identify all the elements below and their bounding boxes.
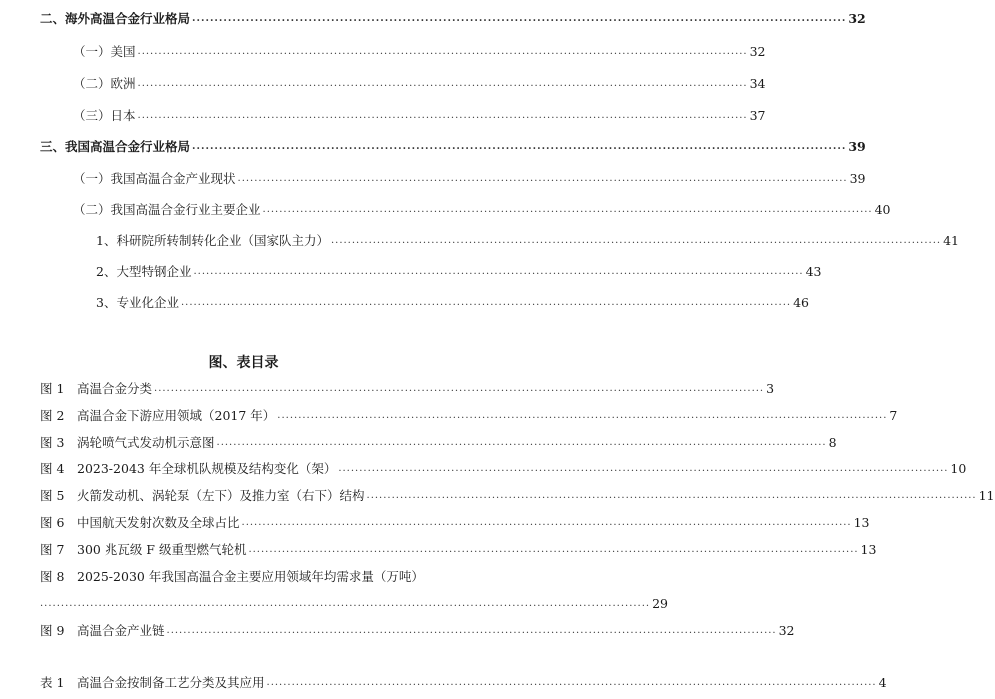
- figure-entry[interactable]: [0, 405, 898, 425]
- toc-entry-label: （一）美国: [73, 44, 136, 59]
- table-entry[interactable]: [0, 672, 887, 692]
- figure-number: 图 9: [40, 623, 65, 638]
- figure-title: 中国航天发射次数及全球占比: [77, 515, 240, 530]
- toc-entry[interactable]: [0, 41, 766, 61]
- toc-entry-label: （二）我国高温合金行业主要企业: [73, 202, 261, 217]
- figures-heading: 图、表目录: [208, 355, 279, 371]
- figure-page: 13: [860, 541, 877, 557]
- toc-entry-page: 40: [874, 201, 891, 217]
- figure-title: 涡轮喷气式发动机示意图: [77, 435, 215, 450]
- toc-entry-label: 1、科研院所转制转化企业（国家队主力）: [96, 233, 329, 248]
- figure-number: 图 5: [40, 488, 65, 503]
- toc-entry-label: 3、专业化企业: [96, 295, 179, 310]
- toc-entry-label: （三）日本: [73, 108, 136, 123]
- figure-title: 火箭发动机、涡轮泵（左下）及推力室（右下）结构: [77, 488, 365, 503]
- toc-entry[interactable]: [0, 199, 891, 219]
- figure-number: 图 4: [40, 461, 65, 476]
- figure-entry[interactable]: [0, 485, 995, 505]
- leader-dots: ..................................................................................................................................................: [338, 463, 949, 474]
- toc-entry-label: 二、海外高温合金行业格局: [40, 11, 191, 26]
- figure-title: 高温合金产业链: [77, 623, 165, 638]
- figure-page: 7: [889, 407, 898, 423]
- toc-entry[interactable]: [0, 73, 766, 93]
- leader-dots: ..................................................................................................................................................: [192, 141, 847, 152]
- figure-entry[interactable]: [0, 378, 775, 398]
- leader-dots: ..................................................................................................................................................: [330, 235, 942, 246]
- toc-entry[interactable]: [0, 168, 866, 188]
- leader-dots: ..................................................................................................................................................: [137, 46, 748, 57]
- table-page: 4: [878, 674, 887, 690]
- figure-page: 29: [652, 595, 668, 611]
- figure-page: 11: [978, 487, 995, 503]
- figure-page: 10: [950, 460, 967, 476]
- leader-dots: ..................................................................................................................................................: [216, 437, 827, 448]
- figure-entry[interactable]: [0, 620, 795, 640]
- toc-entry[interactable]: [0, 230, 959, 250]
- toc-entry-page: 43: [805, 263, 822, 279]
- leader-dots: ..................................................................................................................................................: [166, 625, 777, 636]
- figure-entry[interactable]: [0, 458, 967, 478]
- figure-title: 300 兆瓦级 F 级重型燃气轮机: [77, 542, 247, 557]
- toc-entry-label: （一）我国高温合金产业现状: [73, 171, 236, 186]
- leader-dots: ..................................................................................................................................................: [248, 544, 859, 555]
- toc-entry[interactable]: [0, 261, 822, 281]
- figure-page: 32: [778, 622, 795, 638]
- toc-entry-label: （二）欧洲: [73, 76, 136, 91]
- leader-dots: ..................................................................................................................................................: [241, 517, 852, 528]
- leader-dots: ..................................................................................................................................................: [137, 78, 748, 89]
- figure-page: 3: [766, 380, 775, 396]
- toc-entry-page: 41: [943, 232, 959, 248]
- leader-dots: ..................................................................................................................................................: [40, 598, 651, 609]
- figure-number: 图 7: [40, 542, 65, 557]
- figure-number: 图 1: [40, 381, 65, 396]
- figure-title: 2025-2030 年我国高温合金主要应用领域年均需求量（万吨）: [77, 569, 424, 584]
- toc-entry-page: 39: [848, 138, 866, 154]
- toc-entry-page: 32: [749, 43, 766, 59]
- leader-dots: ..................................................................................................................................................: [262, 204, 873, 215]
- toc-entry-page: 32: [848, 10, 866, 26]
- leader-dots: ..................................................................................................................................................: [366, 490, 977, 501]
- table-number: 表 1: [40, 675, 65, 690]
- figure-title: 2023-2043 年全球机队规模及结构变化（架）: [77, 461, 337, 476]
- figure-entry-continuation[interactable]: [0, 593, 668, 613]
- leader-dots: ..................................................................................................................................................: [237, 173, 848, 184]
- toc-entry-label: 三、我国高温合金行业格局: [40, 139, 191, 154]
- figure-entry[interactable]: [0, 539, 877, 559]
- figure-number: 图 8: [40, 569, 65, 584]
- toc-entry-page: 34: [749, 75, 766, 91]
- toc-entry[interactable]: [0, 8, 866, 28]
- leader-dots: ..................................................................................................................................................: [277, 410, 888, 421]
- figure-title: 高温合金分类: [77, 381, 153, 396]
- toc-entry[interactable]: [0, 136, 866, 156]
- toc-entry[interactable]: [0, 292, 809, 312]
- figure-page: 13: [853, 514, 870, 530]
- leader-dots: ..................................................................................................................................................: [193, 266, 804, 277]
- figure-number: 图 2: [40, 408, 65, 423]
- leader-dots: ..................................................................................................................................................: [137, 110, 748, 121]
- figure-number: 图 6: [40, 515, 65, 530]
- leader-dots: ..................................................................................................................................................: [266, 677, 877, 688]
- toc-entry-label: 2、大型特钢企业: [96, 264, 192, 279]
- figure-number: 图 3: [40, 435, 65, 450]
- figure-entry[interactable]: [0, 566, 487, 586]
- figure-title: 高温合金下游应用领域（2017 年）: [77, 408, 276, 423]
- leader-dots: ..................................................................................................................................................: [154, 383, 765, 394]
- figure-page: 8: [828, 434, 837, 450]
- toc-entry-page: 37: [749, 107, 766, 123]
- table-title: 高温合金按制备工艺分类及其应用: [77, 675, 265, 690]
- toc-entry-page: 39: [849, 170, 866, 186]
- figure-entry[interactable]: [0, 432, 837, 452]
- figure-entry[interactable]: [0, 512, 870, 532]
- toc-entry-page: 46: [793, 294, 809, 310]
- leader-dots: ..................................................................................................................................................: [180, 297, 792, 308]
- toc-entry[interactable]: [0, 105, 766, 125]
- leader-dots: ..................................................................................................................................................: [192, 13, 847, 24]
